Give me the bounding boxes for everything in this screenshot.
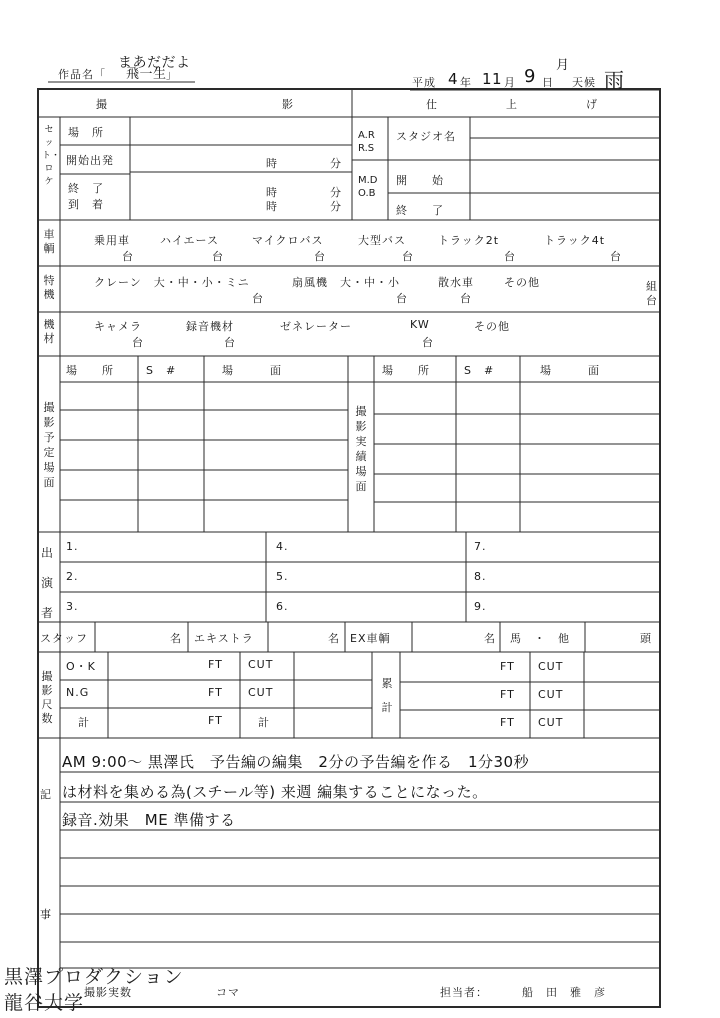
staff-label: スタッフ (40, 632, 88, 645)
place-label: 場 所 (68, 126, 104, 139)
vehicle-hiace: ハイエース (160, 234, 220, 247)
cast-slot-2: 2. (66, 570, 79, 583)
set-location-label: セット・ロケ (42, 125, 61, 187)
cut-unit-6: CUT (538, 716, 564, 729)
staff-count-unit: 名 (170, 632, 182, 645)
ft-unit-5: FT (500, 688, 515, 701)
shiage-char2: 上 (506, 98, 518, 111)
footage-total-label: 計 (78, 716, 90, 729)
date-year-unit: 年 (460, 76, 472, 89)
date-day-unit: 日 (542, 76, 554, 89)
special-set-unit: 組 (646, 280, 658, 293)
special-unit-4: 台 (646, 294, 658, 307)
water-truck-label: 散水車 (438, 276, 474, 289)
note-line-3: 録音.効果 ME 準備する (62, 811, 236, 829)
actual-scene-header: 場 面 (540, 364, 600, 377)
ar-label: A.R (358, 130, 375, 141)
ex-vehicle-unit: 名 (484, 632, 496, 645)
minute-unit-1: 分 (330, 157, 342, 170)
vehicle-large-bus: 大型バス (358, 234, 406, 247)
ft-unit-1: FT (208, 658, 223, 671)
work-name-close: 」 (166, 68, 178, 81)
special-unit-3: 台 (460, 292, 472, 305)
work-name-label: 作品名「 (58, 68, 106, 81)
equip-other: その他 (474, 320, 510, 333)
cumulative-label: 累計 (381, 677, 393, 714)
ob-label: O.B (358, 188, 376, 199)
horse-unit: 頭 (640, 632, 652, 645)
notes-label-ki: 記 (40, 788, 52, 801)
notes-label-ji: 事 (40, 908, 52, 921)
equipment-label: 機材 (43, 318, 55, 345)
date-day: 9 (524, 66, 536, 87)
special-other-label: その他 (504, 276, 540, 289)
cast-slot-5: 5. (276, 570, 289, 583)
shiage-char1: 仕 (426, 98, 438, 111)
studio-name-label: スタジオ名 (396, 130, 456, 143)
cast-slot-8: 8. (474, 570, 487, 583)
cast-slot-6: 6. (276, 600, 289, 613)
ft-unit-2: FT (208, 686, 223, 699)
actual-scenes-label: 撮影実績場面 (355, 405, 367, 493)
ex-vehicle-label: EX車輌 (350, 632, 391, 645)
plan-place-header: 場 所 (66, 364, 114, 377)
shiage-char3: げ (586, 98, 598, 111)
hour-unit-3: 時 (266, 200, 278, 213)
satsuei-char2: 影 (282, 98, 294, 111)
footage-ng-label: N.G (66, 686, 90, 699)
arrive-label: 到 着 (68, 198, 104, 211)
vehicle-truck-4t: トラック4t (544, 234, 606, 247)
vehicle-sedan: 乗用車 (94, 234, 130, 247)
crane-options: クレーン 大・中・小・ミニ (94, 276, 250, 289)
cast-label: 出演者 (40, 546, 53, 620)
note-line-1: AM 9:00～ 黒澤氏 予告編の編集 2分の予告編を作る 1分30秒 (62, 753, 530, 771)
finish-start-label: 開 始 (396, 174, 444, 187)
cut-unit-4: CUT (538, 660, 564, 673)
equip-unit-1: 台 (132, 336, 144, 349)
extra-label: エキストラ (194, 632, 254, 645)
weather-value: 雨 (604, 68, 625, 92)
date-month-unit: 月 (504, 76, 516, 89)
hour-unit-2: 時 (266, 186, 278, 199)
ft-unit-6: FT (500, 716, 515, 729)
equip-generator: ゼネレーター (280, 320, 352, 333)
vehicle-microbus: マイクロバス (252, 234, 324, 247)
equip-kw: KW (410, 318, 430, 331)
special-unit-1: 台 (252, 292, 264, 305)
vehicle-unit-4: 台 (402, 250, 414, 263)
work-title: 飛一生 (126, 67, 167, 82)
total-unit-left: 計 (258, 716, 270, 729)
cut-unit-1: CUT (248, 658, 274, 671)
vehicle-unit-6: 台 (610, 250, 622, 263)
rs-label: R.S (358, 143, 375, 154)
date-month: 11 (482, 70, 503, 88)
vehicle-truck-2t: トラック2t (438, 234, 500, 247)
cast-slot-7: 7. (474, 540, 487, 553)
actual-place-header: 場 所 (382, 364, 430, 377)
vehicle-unit-2: 台 (212, 250, 224, 263)
watermark-university: 龍谷大学 (4, 992, 85, 1014)
work-title-reading: まあだだよ (118, 55, 191, 71)
finish-end-label: 終 了 (396, 204, 444, 217)
date-era: 平成 (412, 76, 436, 89)
cut-unit-2: CUT (248, 686, 274, 699)
ft-unit-4: FT (500, 660, 515, 673)
plan-scene-header: 場 面 (222, 364, 282, 377)
ft-unit-3: FT (208, 714, 223, 727)
horse-label: 馬 ・ 他 (510, 632, 570, 645)
cast-slot-1: 1. (66, 540, 79, 553)
md-label: M.D (358, 175, 378, 186)
planned-scenes-label: 撮影予定場面 (43, 401, 55, 489)
staff-in-charge-label: 担当者： (440, 986, 488, 999)
satsuei-char1: 撮 (96, 98, 108, 111)
special-equipment-label: 特機 (43, 274, 55, 301)
fan-options: 扇風機 大・中・小 (292, 276, 400, 289)
vehicle-unit-5: 台 (504, 250, 516, 263)
cast-slot-4: 4. (276, 540, 289, 553)
staff-in-charge-name: 船 田 雅 彦 (522, 986, 606, 999)
cast-slot-9: 9. (474, 600, 487, 613)
plan-scene-no-header: S # (146, 364, 177, 377)
equip-unit-2: 台 (224, 336, 236, 349)
weather-label: 天候 (572, 76, 596, 89)
date-weekday: 月 (556, 58, 570, 73)
photo-count-label: 撮影実数 コマ (84, 986, 240, 999)
minute-unit-3: 分 (330, 200, 342, 213)
hour-unit-1: 時 (266, 157, 278, 170)
equip-unit-3: 台 (422, 336, 434, 349)
equip-sound: 録音機材 (186, 320, 234, 333)
equip-camera: キャメラ (94, 320, 142, 333)
date-year: 4 (448, 70, 459, 88)
note-line-2: は材料を集める為(スチール等) 来週 編集することになった。 (62, 783, 488, 801)
start-depart-label: 開始出発 (66, 154, 114, 167)
vehicle-unit-1: 台 (122, 250, 134, 263)
minute-unit-2: 分 (330, 186, 342, 199)
end-label: 終 了 (68, 182, 104, 195)
cut-unit-5: CUT (538, 688, 564, 701)
watermark-production: 黒澤プロダクション (4, 966, 184, 988)
vehicle-label: 車輌 (43, 228, 55, 255)
footage-label: 撮影尺数 (41, 670, 53, 725)
cast-slot-3: 3. (66, 600, 79, 613)
extra-count-unit: 名 (328, 632, 340, 645)
footage-ok-label: O・K (66, 660, 96, 673)
actual-scene-no-header: S # (464, 364, 495, 377)
special-unit-2: 台 (396, 292, 408, 305)
vehicle-unit-3: 台 (314, 250, 326, 263)
